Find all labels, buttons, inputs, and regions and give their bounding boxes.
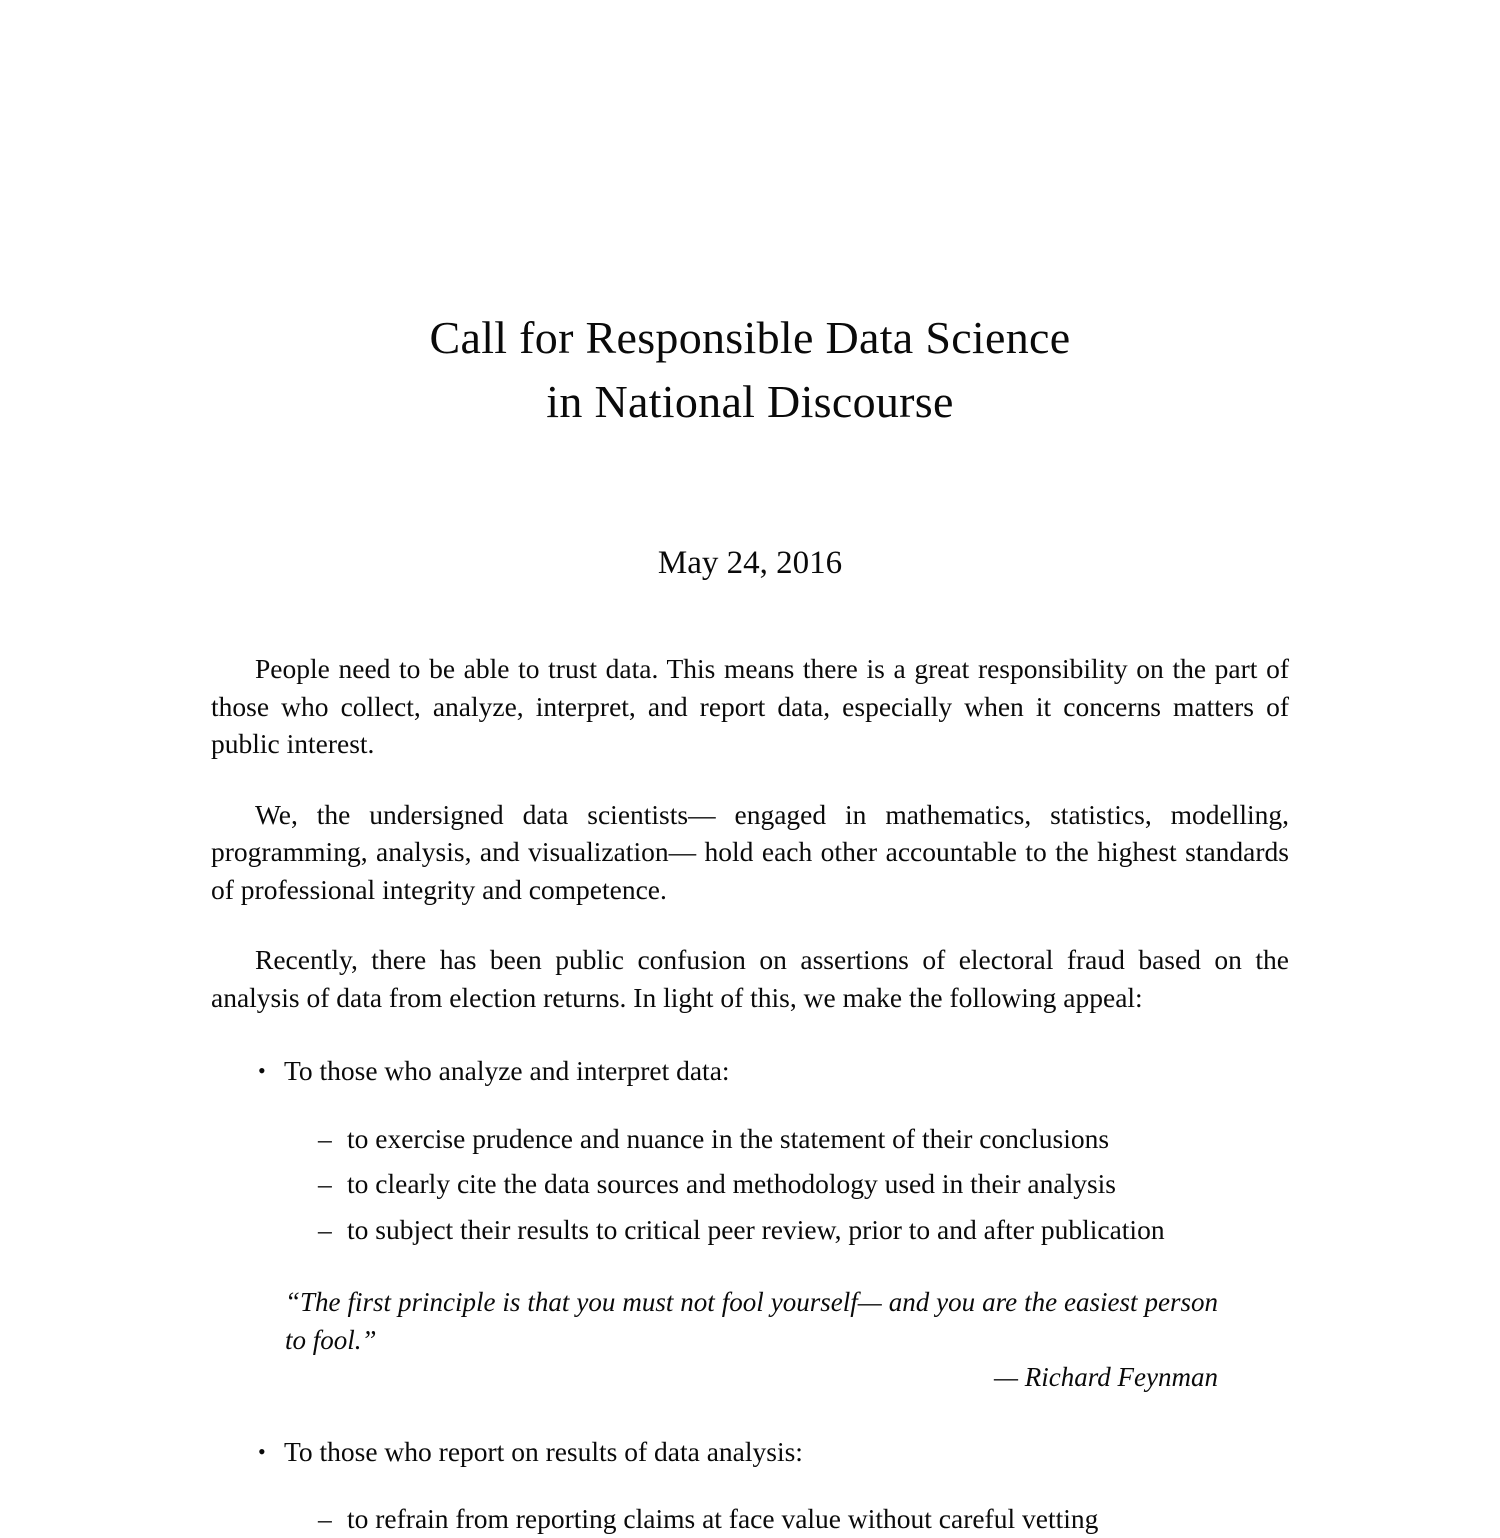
bullet-marker-icon: • [258,1438,266,1464]
document-date: May 24, 2016 [657,545,843,581]
paragraph-1: People need to be able to trust data. This means there is a great responsibility on the part of those who collect, analyze, interpret, and report data, especially when it concerns matters of public interest. [211,653,1289,759]
title-line-1: Call for Responsible Data Science [429,312,1071,363]
sub-item-text: to exercise prudence and nuance in the statement of their conclusions [347,1122,1110,1154]
appeal-list-reporters [211,1433,1289,1471]
document-title [0,306,1500,434]
spacer [211,1090,1289,1120]
sub-item-prudence [211,1120,1289,1158]
spacer [211,1397,1289,1433]
paragraph-2: We, the undersigned data scientists— engaged in mathematics, statistics, modelling, programming, analysis, and visualization— hold each other accountable to the highest standards of professional integrity and competence. [211,798,1289,905]
sub-item-text: to clearly cite the data sources and methodology used in their analysis [347,1168,1117,1199]
sub-item-text: to refrain from reporting claims at face value without careful vetting [347,1503,1099,1534]
quote-attribution: — Richard Feynman [994,1362,1218,1392]
sub-item-text: to subject their results to critical peer review, prior to and after publication [347,1213,1165,1245]
title-line-2: in National Discourse [546,376,954,427]
dash-marker-icon: – [318,1213,332,1245]
bullet-label-report: To those who report on results of data analysis: [284,1435,803,1467]
feynman-quote-block [211,1284,1289,1397]
spacer [211,1248,1289,1284]
dash-marker-icon: – [318,1168,332,1199]
spacer [211,1470,1289,1500]
sub-item-cite-sources [211,1165,1289,1203]
sublist-reporters [211,1500,1289,1538]
sublist-analysts [211,1120,1289,1249]
paragraph-3: Recently, there has been public confusion on assertions of electoral fraud based on the analysis of data from election returns. In light of this, we make the following appeal: [211,944,1289,1013]
sub-item-refrain-face-value [211,1500,1289,1538]
appeal-list-analysts [211,1052,1289,1090]
document-body [211,650,1289,1538]
bullet-item-analyze [211,1052,1289,1090]
quote-text: “The first principle is that you must not fool yourself— and you are the easiest person to fool.” [285,1287,1218,1355]
bullet-item-report [211,1433,1289,1471]
spacer [211,1016,1289,1052]
bullet-label-analyze: To those who analyze and interpret data: [284,1055,730,1086]
sub-item-peer-review [211,1211,1289,1249]
dash-marker-icon: – [318,1122,332,1154]
dash-marker-icon: – [318,1503,332,1534]
bullet-marker-icon: • [258,1058,266,1083]
